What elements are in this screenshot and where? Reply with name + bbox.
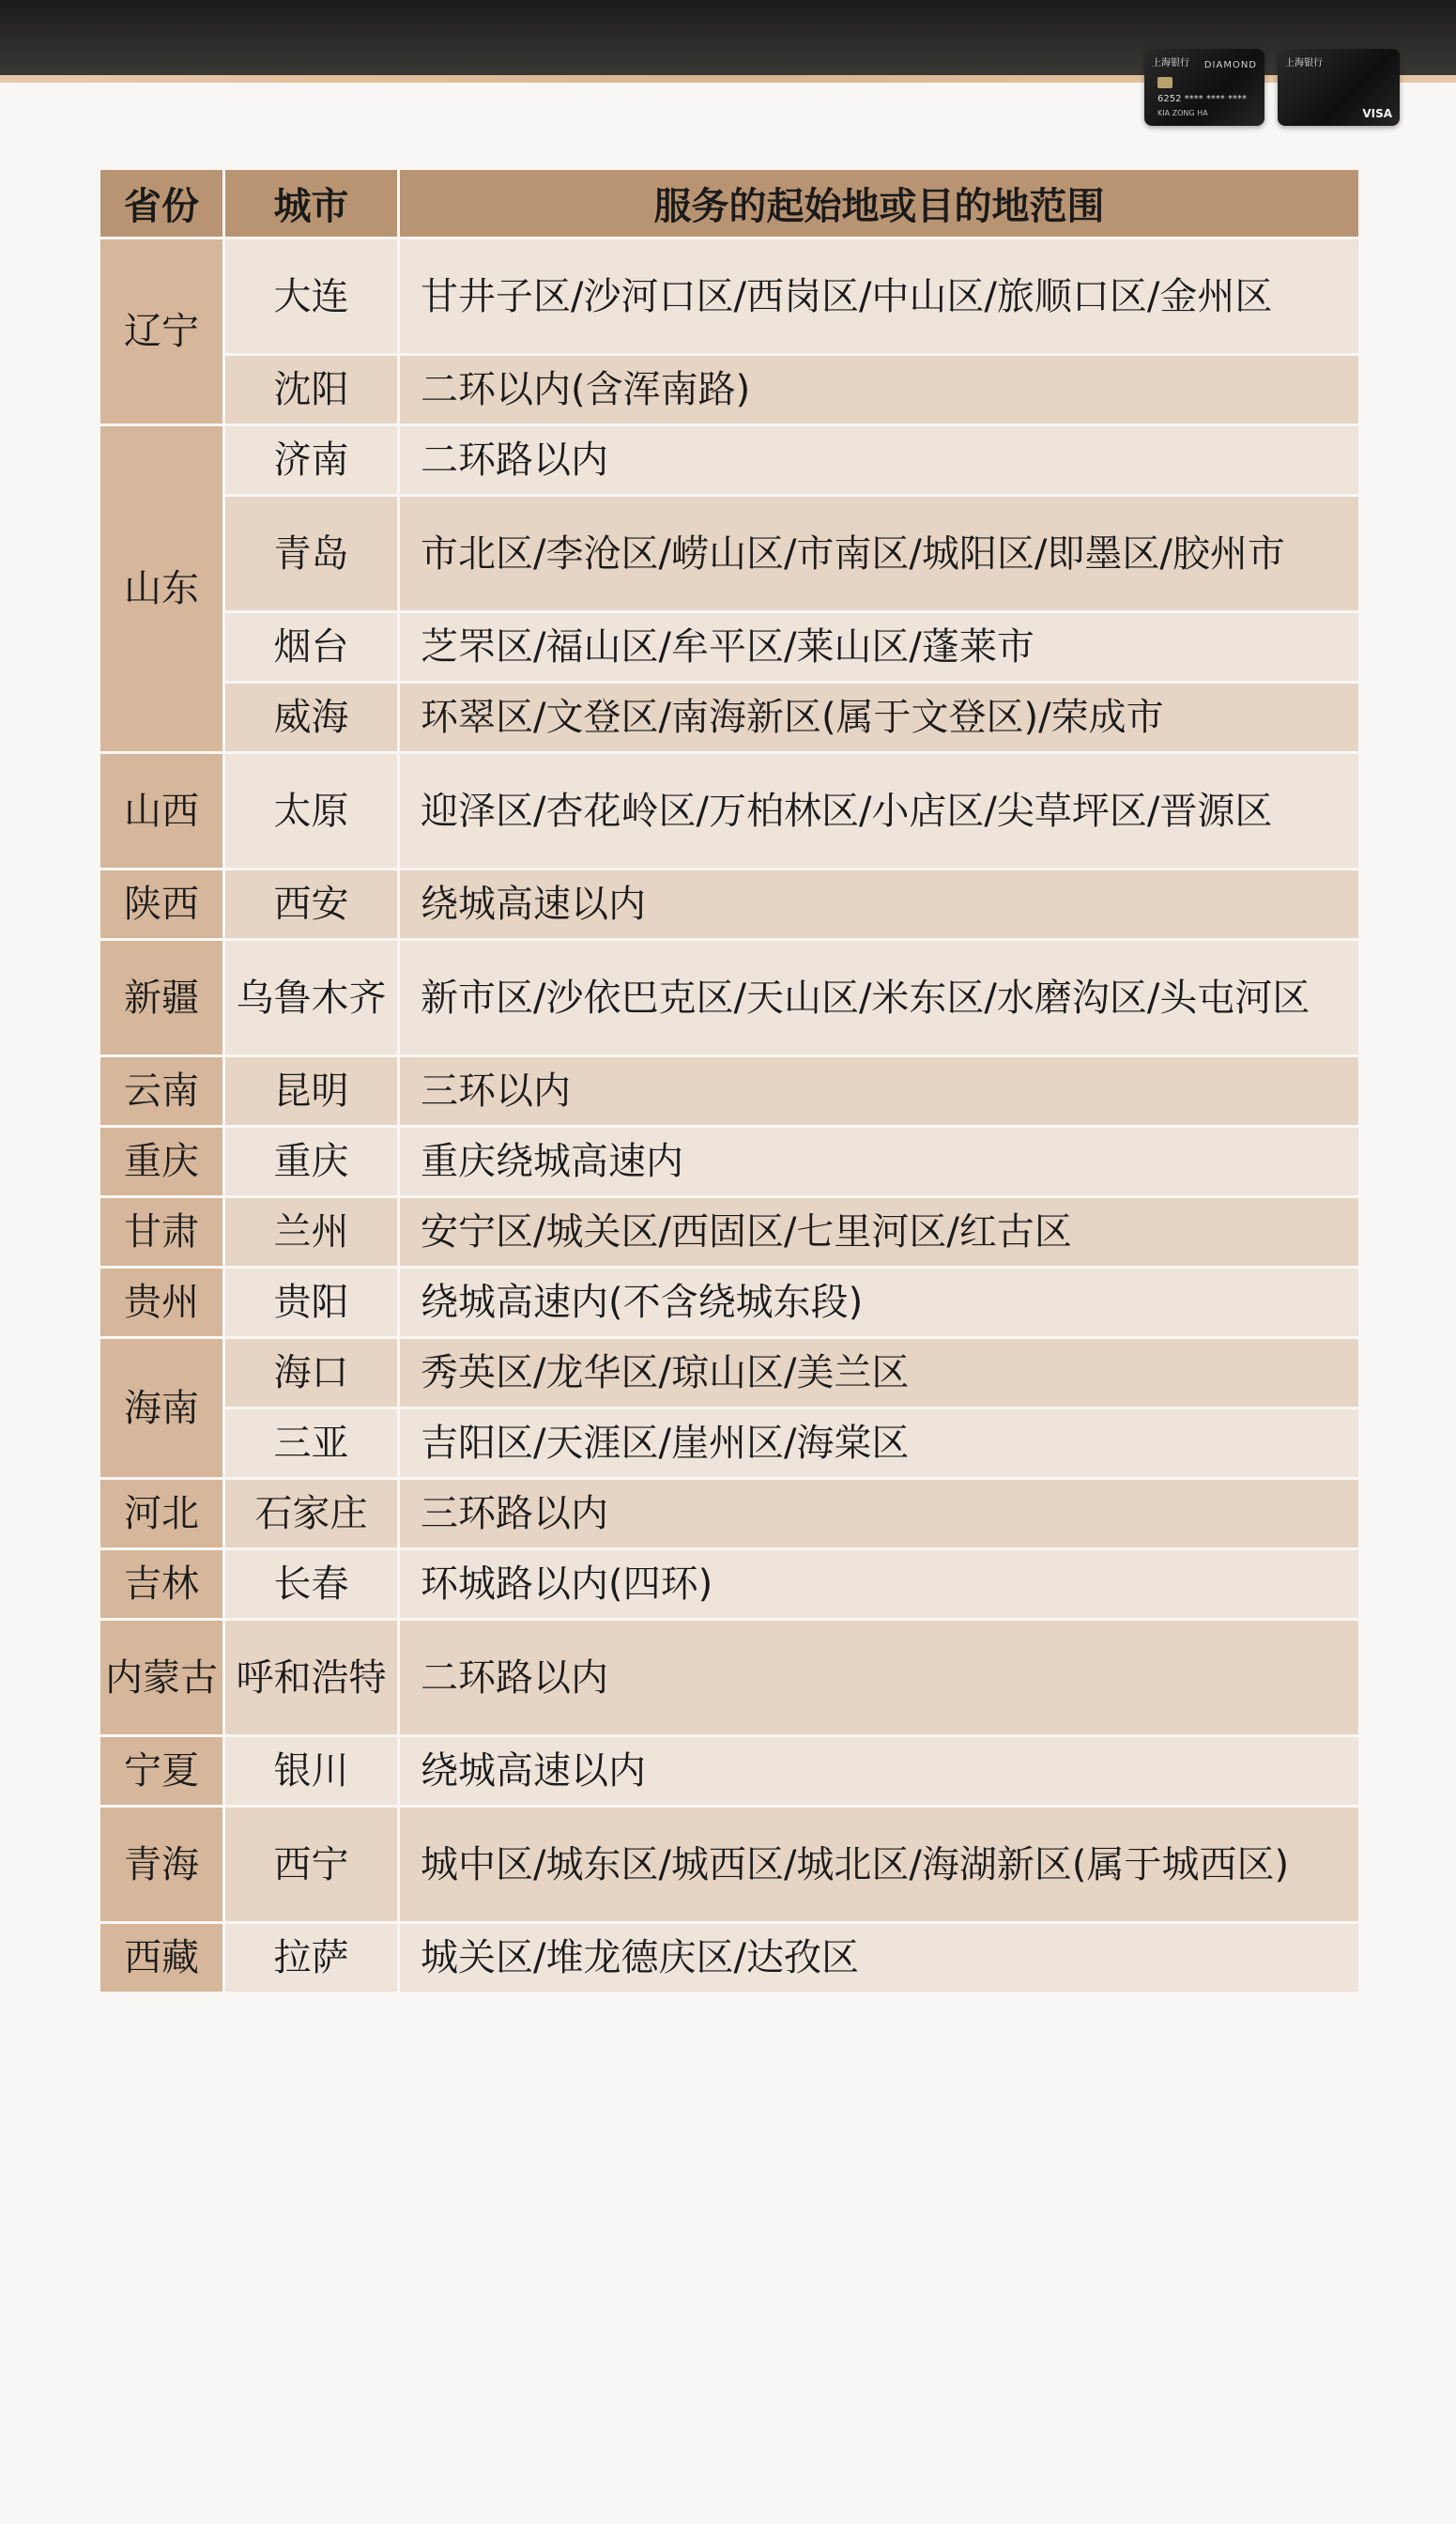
area-cell: 市北区/李沧区/崂山区/市南区/城阳区/即墨区/胶州市 <box>399 496 1360 612</box>
area-cell: 绕城高速内(不含绕城东段) <box>399 1268 1360 1338</box>
province-cell: 河北 <box>100 1479 224 1549</box>
bank-logo-text: 上海银行 <box>1152 58 1189 69</box>
province-cell: 吉林 <box>100 1549 224 1620</box>
city-cell: 兰州 <box>224 1197 399 1268</box>
province-cell: 辽宁 <box>100 239 224 425</box>
visa-logo: VISA <box>1362 107 1392 120</box>
city-cell: 昆明 <box>224 1056 399 1127</box>
city-cell: 乌鲁木齐 <box>224 940 399 1056</box>
city-cell: 太原 <box>224 753 399 870</box>
area-cell: 安宁区/城关区/西固区/七里河区/红古区 <box>399 1197 1360 1268</box>
area-cell: 绕城高速以内 <box>399 1736 1360 1807</box>
table-row <box>100 753 1360 870</box>
province-cell: 陕西 <box>100 870 224 940</box>
province-cell: 重庆 <box>100 1127 224 1197</box>
city-cell: 西安 <box>224 870 399 940</box>
table-row <box>100 1127 1360 1197</box>
bank-logo-text: 上海银行 <box>1285 58 1323 69</box>
table-row <box>100 1807 1360 1923</box>
province-cell: 云南 <box>100 1056 224 1127</box>
card-chip-icon <box>1157 77 1172 88</box>
city-cell: 海口 <box>224 1338 399 1408</box>
province-cell: 宁夏 <box>100 1736 224 1807</box>
city-cell: 拉萨 <box>224 1923 399 1993</box>
credit-card-visa-image <box>1278 49 1400 126</box>
area-cell: 三环以内 <box>399 1056 1360 1127</box>
province-cell: 内蒙古 <box>100 1620 224 1736</box>
city-cell: 重庆 <box>224 1127 399 1197</box>
table-row <box>100 239 1360 355</box>
area-cell: 城中区/城东区/城西区/城北区/海湖新区(属于城西区) <box>399 1807 1360 1923</box>
area-cell: 甘井子区/沙河口区/西岗区/中山区/旅顺口区/金州区 <box>399 239 1360 355</box>
table-row <box>100 425 1360 496</box>
table-header-row <box>100 169 1360 239</box>
city-cell: 石家庄 <box>224 1479 399 1549</box>
province-cell: 海南 <box>100 1338 224 1479</box>
city-cell: 西宁 <box>224 1807 399 1923</box>
table-row <box>100 870 1360 940</box>
city-cell: 沈阳 <box>224 355 399 425</box>
area-cell: 二环路以内 <box>399 1620 1360 1736</box>
area-cell: 二环以内(含浑南路) <box>399 355 1360 425</box>
card-brand-label: DIAMOND <box>1203 60 1257 70</box>
table-row <box>100 496 1360 612</box>
city-cell: 济南 <box>224 425 399 496</box>
table-row <box>100 1923 1360 1993</box>
table-row <box>100 1620 1360 1736</box>
table-row <box>100 355 1360 425</box>
table-row <box>100 1056 1360 1127</box>
area-cell: 迎泽区/杏花岭区/万柏林区/小店区/尖草坪区/晋源区 <box>399 753 1360 870</box>
city-cell: 银川 <box>224 1736 399 1807</box>
table-row <box>100 1197 1360 1268</box>
table-row <box>100 1736 1360 1807</box>
province-cell: 西藏 <box>100 1923 224 1993</box>
city-cell: 威海 <box>224 683 399 753</box>
area-cell: 绕城高速以内 <box>399 870 1360 940</box>
area-cell: 环翠区/文登区/南海新区(属于文登区)/荣成市 <box>399 683 1360 753</box>
service-area-table <box>98 167 1361 1994</box>
province-cell: 山东 <box>100 425 224 753</box>
area-cell: 环城路以内(四环) <box>399 1549 1360 1620</box>
area-cell: 二环路以内 <box>399 425 1360 496</box>
area-cell: 重庆绕城高速内 <box>399 1127 1360 1197</box>
table-row <box>100 1408 1360 1479</box>
city-cell: 青岛 <box>224 496 399 612</box>
area-cell: 芝罘区/福山区/牟平区/莱山区/蓬莱市 <box>399 612 1360 683</box>
table-row <box>100 1268 1360 1338</box>
header-city: 城市 <box>224 169 399 239</box>
table-row <box>100 1338 1360 1408</box>
area-cell: 秀英区/龙华区/琼山区/美兰区 <box>399 1338 1360 1408</box>
city-cell: 呼和浩特 <box>224 1620 399 1736</box>
province-cell: 甘肃 <box>100 1197 224 1268</box>
province-cell: 新疆 <box>100 940 224 1056</box>
city-cell: 长春 <box>224 1549 399 1620</box>
credit-card-diamond-image <box>1144 49 1264 126</box>
table-row <box>100 1549 1360 1620</box>
table-row <box>100 612 1360 683</box>
area-cell: 吉阳区/天涯区/崖州区/海棠区 <box>399 1408 1360 1479</box>
area-cell: 新市区/沙依巴克区/天山区/米东区/水磨沟区/头屯河区 <box>399 940 1360 1056</box>
city-cell: 大连 <box>224 239 399 355</box>
header-service-area: 服务的起始地或目的地范围 <box>399 169 1360 239</box>
city-cell: 烟台 <box>224 612 399 683</box>
area-cell: 城关区/堆龙德庆区/达孜区 <box>399 1923 1360 1993</box>
header-province: 省份 <box>100 169 224 239</box>
card-number: 6252 **** **** **** <box>1157 94 1247 104</box>
province-cell: 青海 <box>100 1807 224 1923</box>
table-row <box>100 683 1360 753</box>
table-row <box>100 940 1360 1056</box>
city-cell: 贵阳 <box>224 1268 399 1338</box>
card-holder: KIA ZONG HA <box>1157 109 1208 117</box>
table-row <box>100 1479 1360 1549</box>
province-cell: 贵州 <box>100 1268 224 1338</box>
city-cell: 三亚 <box>224 1408 399 1479</box>
area-cell: 三环路以内 <box>399 1479 1360 1549</box>
province-cell: 山西 <box>100 753 224 870</box>
